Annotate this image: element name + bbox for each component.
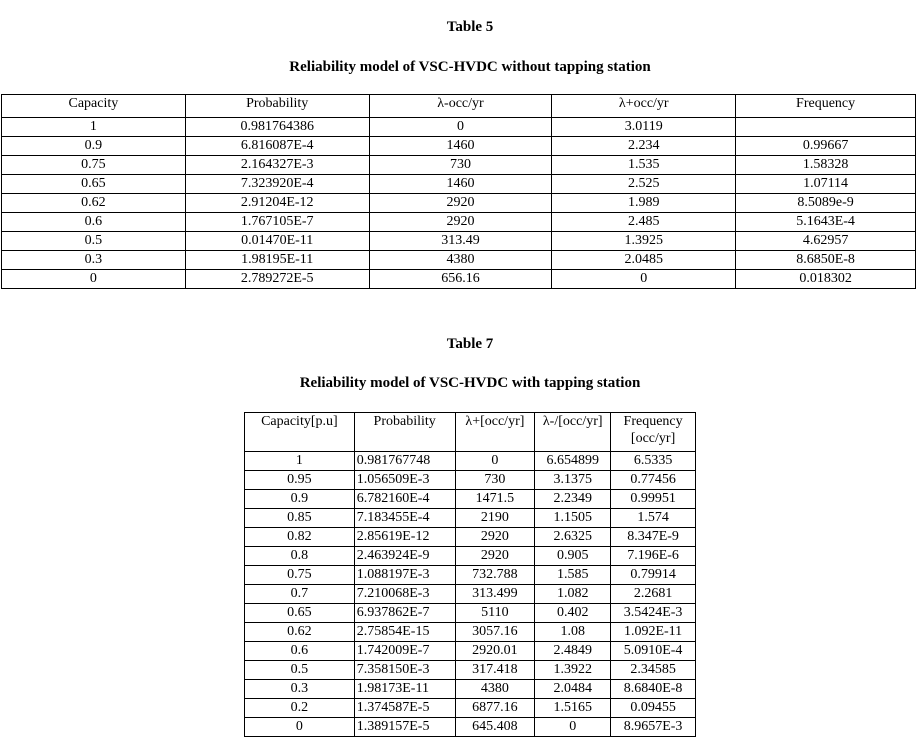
table5-cell-frequency: 4.62957 [736, 232, 916, 251]
table5-cell-col4: 2.0485 [552, 251, 736, 270]
table7-cell-col3: 6877.16 [455, 699, 535, 718]
table5-cell-col3: 2920 [369, 194, 552, 213]
table-row [245, 452, 696, 471]
table7-cell-capacity: 0.82 [245, 528, 355, 547]
table5-cell-capacity: 0.9 [2, 137, 186, 156]
table5-header-lambda-plus: λ+occ/yr [552, 95, 736, 118]
table7-cell-capacity: 0.65 [245, 604, 355, 623]
table7-cell-frequency: 0.99951 [611, 490, 696, 509]
table5-cell-col3: 1460 [369, 175, 552, 194]
table7-caption: Reliability model of VSC-HVDC with tapping station [299, 375, 641, 391]
table7-cell-col4: 2.0484 [535, 680, 611, 699]
table7-cell-probability: 6.937862E-7 [354, 604, 455, 623]
table7-cell-capacity: 0.2 [245, 699, 355, 718]
table-row [2, 118, 916, 137]
table5-header-frequency: Frequency [736, 95, 916, 118]
table7-cell-col4: 1.585 [535, 566, 611, 585]
table7-cell-probability: 1.056509E-3 [354, 471, 455, 490]
table7-header-row [245, 413, 696, 452]
table-row [245, 699, 696, 718]
table7-cell-frequency: 5.0910E-4 [611, 642, 696, 661]
table7-cell-probability: 7.358150E-3 [354, 661, 455, 680]
table7-cell-col4: 0.402 [535, 604, 611, 623]
table7-cell-capacity: 0.5 [245, 661, 355, 680]
table5-cell-col3: 1460 [369, 137, 552, 156]
table7-cell-frequency: 2.34585 [611, 661, 696, 680]
table5-cell-col3: 313.49 [369, 232, 552, 251]
table5-cell-col3: 730 [369, 156, 552, 175]
table7-cell-frequency: 1.574 [611, 509, 696, 528]
table-row [245, 490, 696, 509]
table7-cell-col4: 3.1375 [535, 471, 611, 490]
table7-cell-col3: 645.408 [455, 718, 535, 737]
table7-cell-probability: 0.981767748 [354, 452, 455, 471]
table5-cell-capacity: 1 [2, 118, 186, 137]
table5-cell-probability: 2.91204E-12 [185, 194, 369, 213]
table5-cell-frequency: 5.1643E-4 [736, 213, 916, 232]
table7-cell-col4: 1.08 [535, 623, 611, 642]
table7-cell-capacity: 0.75 [245, 566, 355, 585]
table5-cell-frequency: 1.58328 [736, 156, 916, 175]
table7-cell-col3: 730 [455, 471, 535, 490]
table5-cell-probability: 6.816087E-4 [185, 137, 369, 156]
table7-header-lambda-plus: λ+[occ/yr] [455, 413, 535, 452]
table7-cell-probability: 1.374587E-5 [354, 699, 455, 718]
table7-cell-col3: 5110 [455, 604, 535, 623]
table7-cell-probability: 2.85619E-12 [354, 528, 455, 547]
table7-cell-frequency: 8.9657E-3 [611, 718, 696, 737]
table-row [2, 232, 916, 251]
table5-cell-capacity: 0 [2, 270, 186, 289]
table7-cell-col3: 0 [455, 452, 535, 471]
table7-cell-capacity: 0.3 [245, 680, 355, 699]
table7-cell-probability: 2.463924E-9 [354, 547, 455, 566]
table5-cell-col4: 1.3925 [552, 232, 736, 251]
table7-header-capacity: Capacity[p.u] [245, 413, 355, 452]
table-row [2, 251, 916, 270]
table7-cell-frequency: 6.5335 [611, 452, 696, 471]
table7-header-lambda-minus: λ-/[occ/yr] [535, 413, 611, 452]
table5-cell-capacity: 0.75 [2, 156, 186, 175]
table5-cell-probability: 0.981764386 [185, 118, 369, 137]
table7-cell-frequency: 7.196E-6 [611, 547, 696, 566]
table5-cell-probability: 2.164327E-3 [185, 156, 369, 175]
table5-header-probability: Probability [185, 95, 369, 118]
table5-cell-col4: 1.989 [552, 194, 736, 213]
table5-cell-probability: 2.789272E-5 [185, 270, 369, 289]
table-row [2, 194, 916, 213]
table7-cell-frequency: 0.79914 [611, 566, 696, 585]
table7-cell-col3: 2920.01 [455, 642, 535, 661]
table5-cell-capacity: 0.3 [2, 251, 186, 270]
table5-cell-capacity: 0.6 [2, 213, 186, 232]
table7 [244, 412, 696, 737]
table5-cell-frequency [736, 118, 916, 137]
table-row [245, 623, 696, 642]
table7-cell-col4: 1.082 [535, 585, 611, 604]
table5-cell-capacity: 0.65 [2, 175, 186, 194]
table5-cell-probability: 7.323920E-4 [185, 175, 369, 194]
table5-cell-col4: 3.0119 [552, 118, 736, 137]
table7-cell-capacity: 0.7 [245, 585, 355, 604]
table7-cell-col3: 1471.5 [455, 490, 535, 509]
table7-cell-capacity: 0 [245, 718, 355, 737]
table5-cell-col4: 0 [552, 270, 736, 289]
table7-label: Table 7 [446, 336, 494, 352]
table5-label: Table 5 [446, 19, 494, 35]
table7-cell-col4: 6.654899 [535, 452, 611, 471]
table5-header-row [2, 95, 916, 118]
table5-cell-col4: 2.485 [552, 213, 736, 232]
table5-cell-probability: 0.01470E-11 [185, 232, 369, 251]
table-row [2, 137, 916, 156]
table7-cell-probability: 7.210068E-3 [354, 585, 455, 604]
table7-cell-capacity: 0.9 [245, 490, 355, 509]
table5-cell-frequency: 0.018302 [736, 270, 916, 289]
table7-cell-probability: 2.75854E-15 [354, 623, 455, 642]
table7-cell-frequency: 8.347E-9 [611, 528, 696, 547]
table7-cell-frequency: 1.092E-11 [611, 623, 696, 642]
table7-cell-col4: 2.6325 [535, 528, 611, 547]
table7-cell-col3: 317.418 [455, 661, 535, 680]
table5-cell-frequency: 8.5089e-9 [736, 194, 916, 213]
table-row [245, 585, 696, 604]
table7-cell-frequency: 3.5424E-3 [611, 604, 696, 623]
table5-cell-col3: 2920 [369, 213, 552, 232]
table7-cell-col3: 2920 [455, 547, 535, 566]
table7-header-frequency: Frequency [occ/yr] [611, 413, 696, 452]
table5-cell-col3: 656.16 [369, 270, 552, 289]
table7-cell-probability: 7.183455E-4 [354, 509, 455, 528]
table-row [245, 604, 696, 623]
table-row [2, 213, 916, 232]
table7-cell-probability: 1.742009E-7 [354, 642, 455, 661]
table-row [245, 509, 696, 528]
table7-cell-col3: 2920 [455, 528, 535, 547]
table5-header-lambda-minus: λ-occ/yr [369, 95, 552, 118]
table7-cell-capacity: 0.6 [245, 642, 355, 661]
table5-cell-col4: 2.525 [552, 175, 736, 194]
table-row [245, 471, 696, 490]
table7-cell-col3: 2190 [455, 509, 535, 528]
table7-cell-capacity: 0.95 [245, 471, 355, 490]
table7-header-probability: Probability [354, 413, 455, 452]
table7-cell-frequency: 0.77456 [611, 471, 696, 490]
table7-cell-capacity: 0.85 [245, 509, 355, 528]
table7-cell-col4: 0.905 [535, 547, 611, 566]
table5-cell-col4: 1.535 [552, 156, 736, 175]
table5-caption: Reliability model of VSC-HVDC without tapping station [289, 59, 651, 75]
table5-cell-frequency: 0.99667 [736, 137, 916, 156]
table5-cell-capacity: 0.5 [2, 232, 186, 251]
table7-cell-col3: 4380 [455, 680, 535, 699]
table7-cell-col3: 732.788 [455, 566, 535, 585]
table7-cell-probability: 1.088197E-3 [354, 566, 455, 585]
table-row [245, 680, 696, 699]
table-row [245, 566, 696, 585]
table5-cell-col4: 2.234 [552, 137, 736, 156]
table7-cell-col4: 0 [535, 718, 611, 737]
table5-cell-probability: 1.98195E-11 [185, 251, 369, 270]
table7-cell-frequency: 0.09455 [611, 699, 696, 718]
table7-cell-col4: 2.4849 [535, 642, 611, 661]
table7-cell-col4: 1.1505 [535, 509, 611, 528]
table7-cell-probability: 1.98173E-11 [354, 680, 455, 699]
table5 [1, 94, 916, 289]
table7-cell-col4: 2.2349 [535, 490, 611, 509]
table7-cell-frequency: 8.6840E-8 [611, 680, 696, 699]
table5-cell-capacity: 0.62 [2, 194, 186, 213]
table5-cell-frequency: 8.6850E-8 [736, 251, 916, 270]
table7-cell-col3: 313.499 [455, 585, 535, 604]
table7-cell-capacity: 0.62 [245, 623, 355, 642]
table-row [2, 175, 916, 194]
table7-cell-capacity: 1 [245, 452, 355, 471]
table5-cell-probability: 1.767105E-7 [185, 213, 369, 232]
table7-cell-col3: 3057.16 [455, 623, 535, 642]
table5-header-capacity: Capacity [2, 95, 186, 118]
table7-cell-col4: 1.3922 [535, 661, 611, 680]
table5-cell-frequency: 1.07114 [736, 175, 916, 194]
table5-cell-col3: 4380 [369, 251, 552, 270]
table-row [245, 718, 696, 737]
table-row [245, 528, 696, 547]
table7-cell-probability: 6.782160E-4 [354, 490, 455, 509]
table-row [2, 156, 916, 175]
table-row [245, 547, 696, 566]
table7-cell-col4: 1.5165 [535, 699, 611, 718]
table-row [245, 642, 696, 661]
table7-cell-probability: 1.389157E-5 [354, 718, 455, 737]
table7-cell-capacity: 0.8 [245, 547, 355, 566]
table7-cell-frequency: 2.2681 [611, 585, 696, 604]
table-row [2, 270, 916, 289]
table-row [245, 661, 696, 680]
table5-cell-col3: 0 [369, 118, 552, 137]
